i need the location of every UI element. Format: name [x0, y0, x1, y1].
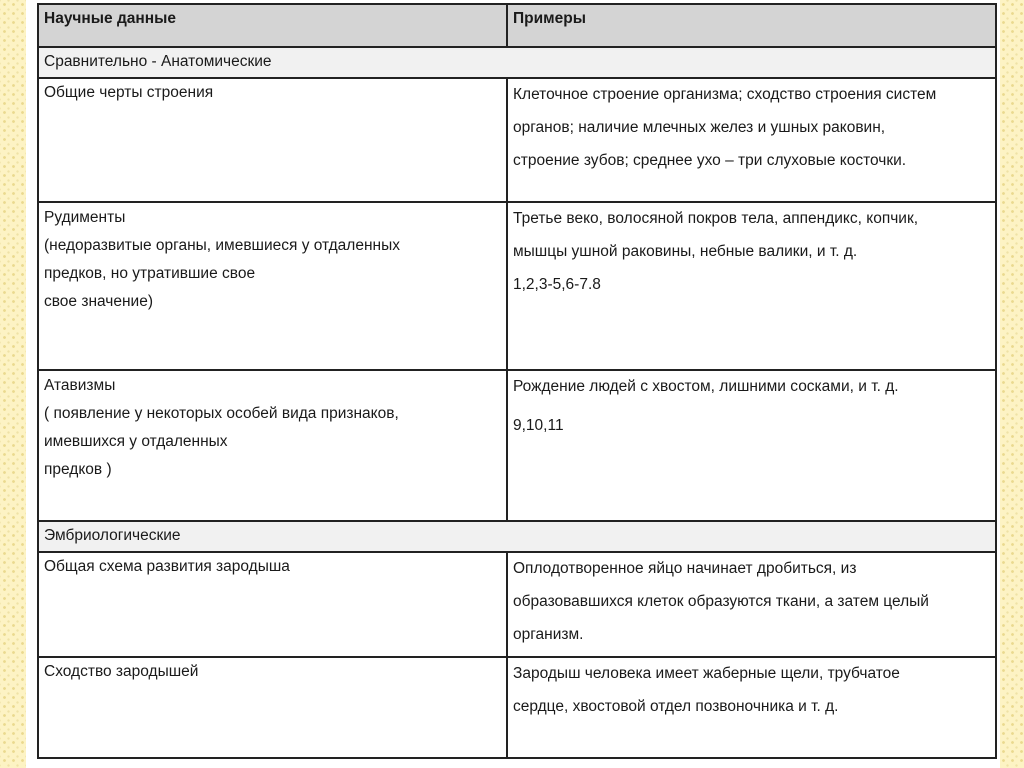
example-line: строение зубов; среднее ухо – три слуховые косточки.	[513, 152, 907, 169]
examples-cell	[507, 552, 996, 658]
data-note-line: имевшихся у отдаленных	[44, 432, 228, 450]
example-line: органов; наличие млечных желез и ушных раковин,	[513, 119, 886, 136]
example-line: Рождение людей с хвостом, лишними сосками, и т. д.	[513, 377, 899, 395]
header-scientific-data: Научные данные	[38, 4, 507, 47]
data-cell	[38, 370, 507, 521]
table-row	[38, 78, 996, 202]
data-cell	[38, 657, 507, 758]
example-line: образовавшихся клеток образуются ткани, а затем целый	[513, 592, 929, 610]
table-row	[38, 552, 996, 658]
data-label: Рудименты	[44, 208, 126, 226]
section-row	[38, 47, 996, 78]
data-label: Атавизмы	[44, 376, 116, 394]
example-line: 1,2,3-5,6-7.8	[513, 275, 601, 293]
examples-cell	[507, 202, 996, 370]
data-note-line: предков, но утратившие свое	[44, 264, 256, 282]
data-label: Общие черты строения	[44, 84, 214, 101]
comparison-table	[37, 3, 997, 759]
section-row	[38, 521, 996, 552]
table-header-row	[38, 4, 996, 47]
examples-cell	[507, 370, 996, 521]
table-row	[38, 370, 996, 521]
data-note-line: предков )	[44, 460, 112, 478]
example-line: Оплодотворенное яйцо начинает дробиться, из	[513, 559, 857, 577]
example-line: 9,10,11	[513, 416, 564, 434]
example-line: Клеточное строение организма; сходство строения систем	[513, 86, 937, 103]
example-line: организм.	[513, 625, 584, 643]
section-title-embryological: Эмбриологические	[38, 521, 996, 552]
data-note-line: ( появление у некоторых особей вида признаков,	[44, 404, 399, 422]
example-line: сердце, хвостовой отдел позвоночника и т. д.	[513, 698, 839, 716]
data-label: Общая схема развития зародыша	[44, 557, 290, 575]
examples-cell	[507, 78, 996, 202]
data-note-line: свое значение)	[44, 292, 153, 310]
data-cell	[38, 78, 507, 202]
slide-sheet	[26, 0, 1000, 768]
table-row	[38, 657, 996, 758]
example-line: Зародыш человека имеет жаберные щели, трубчатое	[513, 665, 900, 683]
data-cell	[38, 202, 507, 370]
example-line: мышцы ушной раковины, небные валики, и т. д.	[513, 242, 858, 260]
section-title-anatomical: Сравнительно - Анатомические	[38, 47, 996, 78]
data-cell	[38, 552, 507, 658]
examples-cell	[507, 657, 996, 758]
data-note-line: (недоразвитые органы, имевшиеся у отдаленных	[44, 236, 400, 254]
header-examples: Примеры	[507, 4, 996, 47]
data-label: Сходство зародышей	[44, 663, 199, 681]
example-line: Третье веко, волосяной покров тела, аппендикс, копчик,	[513, 209, 919, 227]
table-row	[38, 202, 996, 370]
